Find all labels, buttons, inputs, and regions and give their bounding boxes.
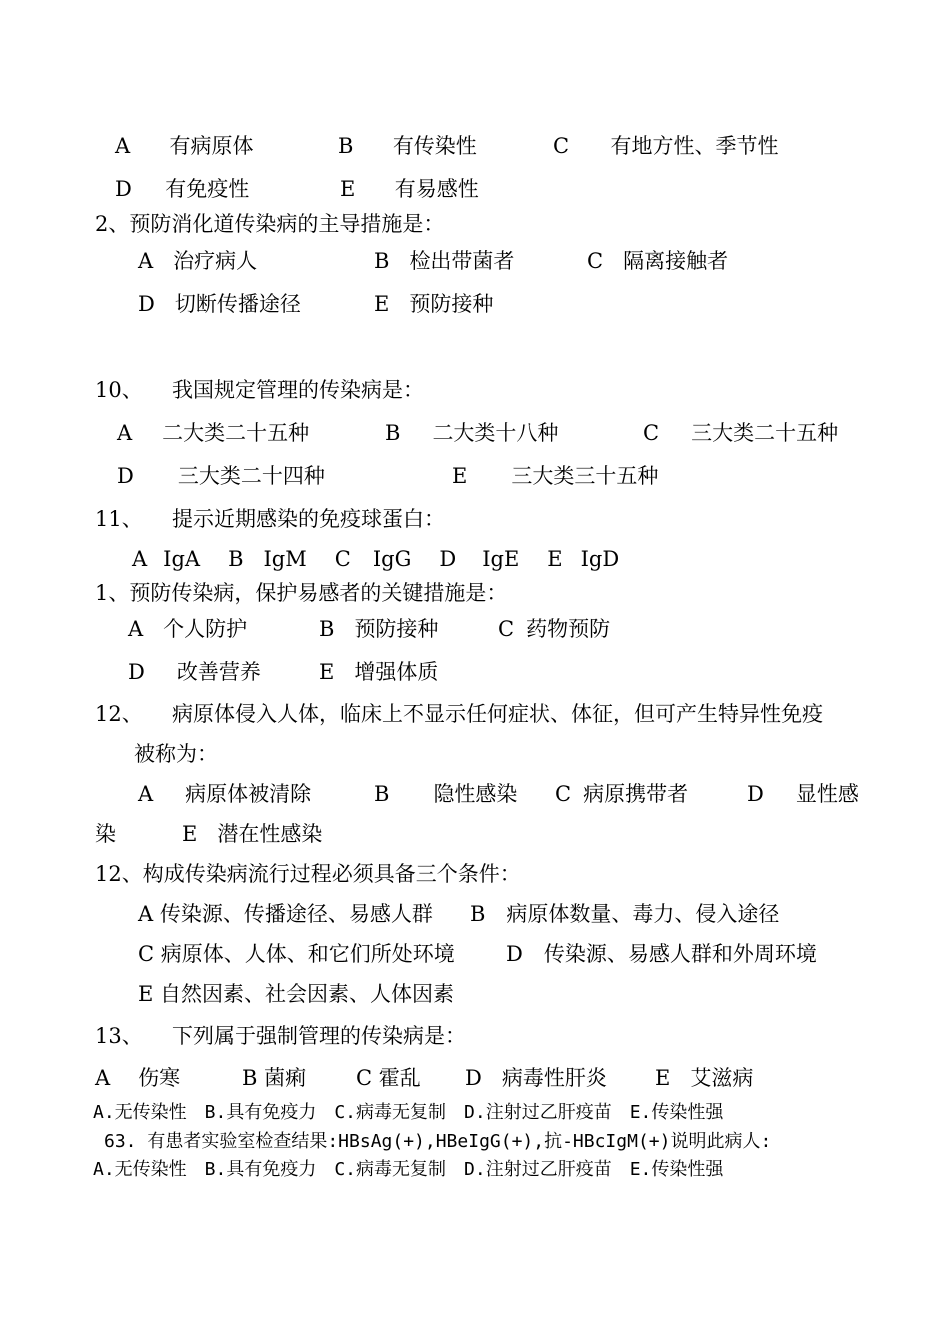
option-letter: B (338, 134, 354, 158)
q1-option-a: A 个人防护 (128, 617, 248, 641)
q0-option-a (115, 134, 254, 158)
q11-number: 11、 (95, 507, 143, 531)
q2-option-e: E 预防接种 (374, 292, 494, 316)
option-letter: C (553, 134, 570, 158)
option-text: 有病原体 (169, 134, 254, 158)
q11-stem: 提示近期感染的免疫球蛋白： (172, 507, 445, 531)
q1-option-c: C 药物预防 (498, 617, 611, 641)
q63-options-top: A.无传染性 B.具有免疫力 C.病毒无复制 D.注射过乙肝疫苗 E.传染性强 (93, 1102, 724, 1123)
q63-stem: 63. 有患者实验室检查结果:HBsAg(+),HBeIgG(+),抗-HBcIgM(+)说明此病人: (104, 1131, 772, 1152)
q12a-stem-line2: 被称为： (134, 742, 218, 766)
q13-option-b: B 菌痢 (242, 1066, 307, 1090)
q1-option-b: B 预防接种 (319, 617, 439, 641)
q13-option-a: A 伤寒 (95, 1066, 181, 1090)
option-text: 有地方性、季节性 (610, 134, 779, 158)
q12b-option-e: E 自然因素、社会因素、人体因素 (138, 982, 455, 1006)
q13-option-c: C 霍乱 (356, 1066, 421, 1090)
q1-stem: 1、预防传染病，保护易感者的关键措施是： (95, 581, 508, 605)
q13-option-d: D 病毒性肝炎 (465, 1066, 607, 1090)
q11-options: A IgA B IgM C IgG D IgE E IgD (132, 547, 620, 571)
option-letter: E (340, 177, 356, 201)
q12b-option-b: B 病原体数量、毒力、侵入途径 (470, 902, 780, 926)
q12a-option-e: E 潜在性感染 (182, 822, 323, 846)
q63-options-bottom: A.无传染性 B.具有免疫力 C.病毒无复制 D.注射过乙肝疫苗 E.传染性强 (93, 1159, 724, 1180)
q10-option-a: A 二大类二十五种 (117, 421, 310, 445)
q10-option-d: D 三大类二十四种 (117, 464, 325, 488)
q0-option-b (338, 134, 477, 158)
q12a-stem-line1: 病原体侵入人体，临床上不显示任何症状、体征，但可产生特异性免疫 (172, 702, 823, 726)
option-letter: A (115, 134, 131, 158)
q1-option-d: D 改善营养 (128, 660, 261, 684)
option-letter: D (115, 177, 132, 201)
q0-option-e (340, 177, 479, 201)
q2-option-c: C 隔离接触者 (587, 249, 729, 273)
q10-option-b: B 二大类十八种 (385, 421, 559, 445)
option-text: 有易感性 (394, 177, 479, 201)
q10-option-c: C 三大类二十五种 (643, 421, 839, 445)
q2-option-b: B 检出带菌者 (374, 249, 515, 273)
q12a-option-a: A 病原体被清除 (138, 782, 312, 806)
q12a-number: 12、 (95, 702, 143, 726)
q12a-option-d: D 显性感 (747, 782, 859, 806)
q10-number: 10、 (95, 378, 143, 402)
q13-number: 13、 (95, 1024, 143, 1048)
q10-option-e: E 三大类三十五种 (452, 464, 659, 488)
q12a-option-d-continued: 染 (95, 822, 116, 846)
q12b-option-c: C 病原体、人体、和它们所处环境 (138, 942, 455, 966)
q0-option-d (115, 177, 249, 201)
q0-option-c (553, 134, 778, 158)
q12a-option-b: B 隐性感染 (374, 782, 518, 806)
q13-option-e: E 艾滋病 (655, 1066, 754, 1090)
q10-stem: 我国规定管理的传染病是： (172, 378, 424, 402)
q12a-option-c: C 病原携带者 (555, 782, 689, 806)
q2-option-d: D 切断传播途径 (138, 292, 301, 316)
q2-option-a: A 治疗病人 (138, 249, 258, 273)
option-text: 有免疫性 (165, 177, 250, 201)
q12b-stem: 12、构成传染病流行过程必须具备三个条件： (95, 862, 521, 886)
q13-stem: 下列属于强制管理的传染病是： (172, 1024, 466, 1048)
option-text: 有传染性 (392, 134, 477, 158)
q1-option-e: E 增强体质 (319, 660, 439, 684)
q2-stem: 2、预防消化道传染病的主导措施是： (95, 212, 445, 236)
q12b-option-a: A 传染源、传播途径、易感人群 (138, 902, 433, 926)
q12b-option-d: D 传染源、易感人群和外周环境 (506, 942, 817, 966)
